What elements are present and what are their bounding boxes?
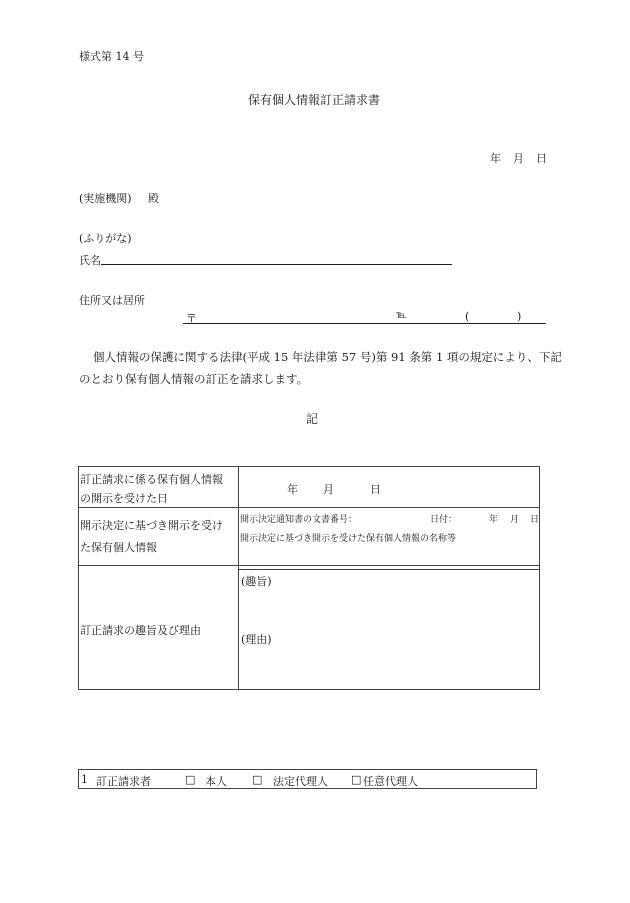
table-row-divider-1: [78, 507, 540, 508]
row2-name-label: 開示決定に基づき開示を受けた保有個人情報の名称等: [240, 534, 457, 544]
option-voluntary-agent-label: 任意代理人: [363, 775, 418, 788]
row1-day: 日: [370, 483, 381, 496]
option-self-label: 本人: [205, 775, 227, 788]
phone-paren-open: (: [465, 310, 470, 323]
addressee-org: (実施機関): [79, 192, 132, 205]
table-column-divider: [238, 466, 239, 690]
furigana-label: (ふりがな): [79, 232, 132, 245]
form-number: 様式第 14 号: [79, 50, 144, 63]
row3-purpose-label: (趣旨): [241, 575, 272, 588]
addressee-honorific: 殿: [148, 192, 159, 205]
row2-day: 日: [530, 515, 540, 525]
name-label: 氏名: [79, 254, 101, 267]
phone-paren-close: ): [517, 310, 522, 323]
date-year: 年: [490, 152, 501, 165]
checkbox-voluntary-agent-icon[interactable]: □: [351, 773, 362, 786]
row2-month: 月: [510, 515, 520, 525]
name-input-line[interactable]: [101, 264, 452, 265]
body-text-line2: のとおり保有個人情報の訂正を請求します。: [79, 372, 309, 386]
telephone-icon: ℡: [396, 310, 407, 321]
date-day: 日: [536, 152, 547, 165]
row2-label-line1: 開示決定に基づき開示を受け: [80, 519, 223, 532]
row2-doc-number-label: 開示決定通知書の文書番号：: [240, 515, 358, 525]
row2-date-label: 日付：: [430, 515, 458, 525]
ki-heading: 記: [306, 412, 319, 426]
row3-label: 訂正請求の趣旨及び理由: [80, 624, 201, 637]
table-row-divider-2a: [78, 565, 540, 566]
address-input-line[interactable]: [183, 323, 546, 324]
row2-year: 年: [489, 515, 499, 525]
requester-number: 1: [81, 773, 88, 786]
checkbox-legal-agent-icon[interactable]: □: [252, 773, 263, 786]
date-month: 月: [513, 152, 524, 165]
body-text-line1: 個人情報の保護に関する法律(平成 15 年法律第 57 号)第 91 条第 1 項の規定により、下記: [93, 350, 562, 364]
page-title: 保有個人情報訂正請求書: [248, 93, 381, 107]
row1-label-line1: 訂正請求に係る保有個人情報: [80, 473, 223, 486]
option-legal-agent-label: 法定代理人: [273, 775, 328, 788]
postal-mark-icon: 〒: [186, 312, 197, 325]
checkbox-self-icon[interactable]: □: [185, 773, 196, 786]
table-row-divider-2b: [238, 569, 540, 570]
row1-year: 年: [287, 483, 298, 496]
address-label: 住所又は居所: [79, 294, 145, 307]
row2-label-line2: た保有個人情報: [80, 541, 157, 554]
requester-label: 訂正請求者: [96, 775, 151, 788]
row1-month: 月: [323, 483, 334, 496]
row3-reason-label: (理由): [241, 633, 272, 646]
row1-label-line2: の開示を受けた日: [80, 492, 168, 505]
